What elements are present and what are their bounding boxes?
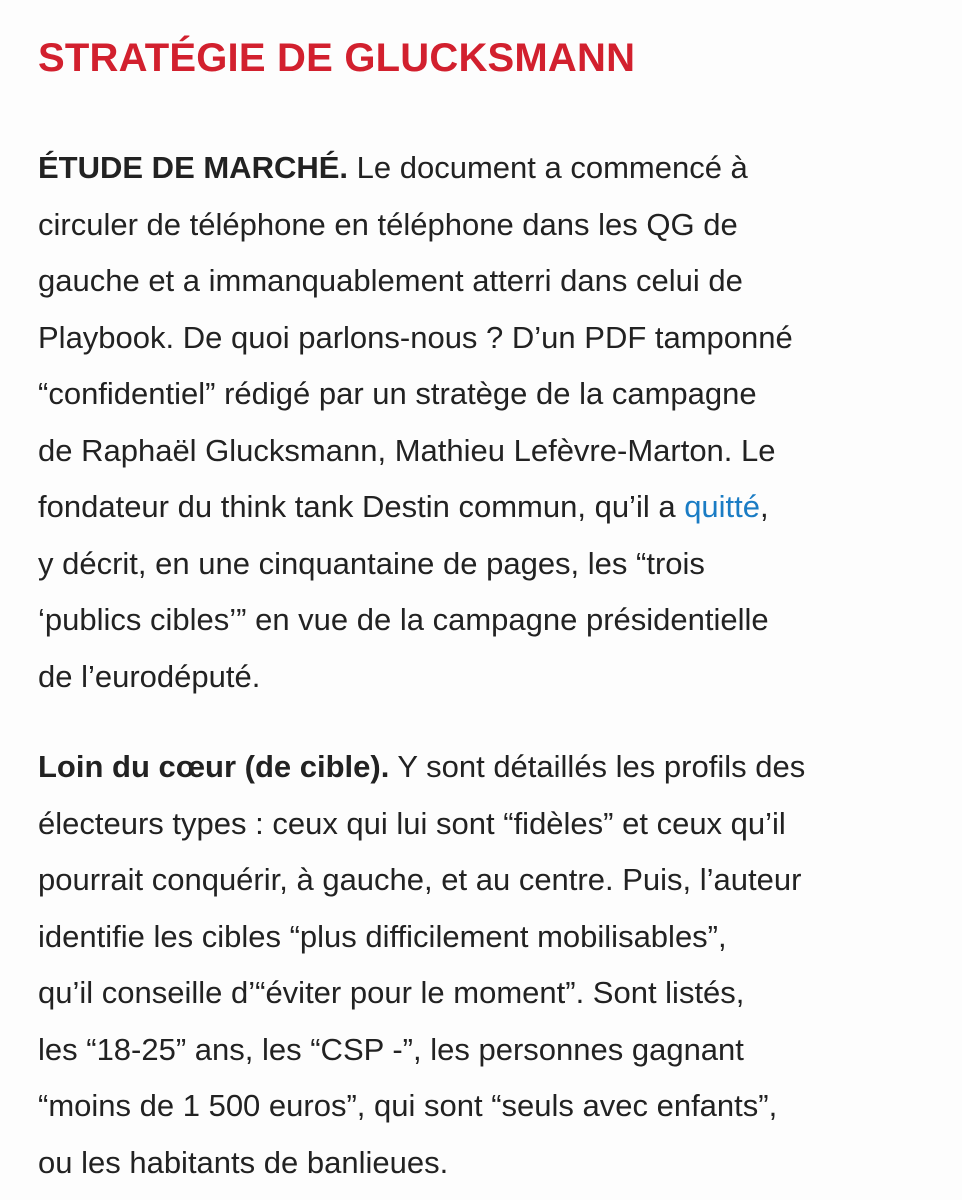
text-line: “moins de 1 500 euros”, qui sont “seuls avec enfants”, <box>38 1088 778 1123</box>
article <box>38 26 938 1191</box>
text-line: ‘publics cibles’” en vue de la campagne présidentielle <box>38 602 769 637</box>
text-line: “confidentiel” rédigé par un stratège de la campagne <box>38 376 757 411</box>
text-line: Playbook. De quoi parlons-nous ? D’un PDF tamponné <box>38 319 793 355</box>
text-line <box>38 739 938 796</box>
section-heading: STRATÉGIE DE GLUCKSMANN <box>38 36 636 80</box>
text-line: gauche et a immanquablement atterri dans celui de <box>38 263 743 298</box>
text-segment: fondateur du think tank Destin commun, qu’il a <box>38 489 685 524</box>
text-segment: , <box>760 489 769 524</box>
text-line <box>38 140 938 197</box>
text-line: identifie les cibles “plus difficilement mobilisables”, <box>38 918 727 954</box>
paragraph-lead: ÉTUDE DE MARCHÉ. <box>38 150 349 185</box>
text-line: pourrait conquérir, à gauche, et au centre. Puis, l’auteur <box>38 862 802 897</box>
paragraph-market-study <box>38 140 938 705</box>
paragraph-lead: Loin du cœur (de cible). <box>38 749 390 784</box>
text-line: circuler de téléphone en téléphone dans les QG de <box>38 206 738 242</box>
text-segment: Le document a commencé à <box>348 150 748 185</box>
text-segment: Y sont détaillés les profils des <box>389 749 806 784</box>
text-line: de Raphaël Glucksmann, Mathieu Lefèvre-Marton. Le <box>38 432 776 468</box>
text-line <box>38 479 938 536</box>
text-line: ou les habitants de banlieues. <box>38 1144 449 1180</box>
text-line: de l’eurodéputé. <box>38 658 261 694</box>
quitte-link[interactable]: quitté <box>684 489 761 524</box>
paragraph-target-audience <box>38 739 938 1191</box>
text-line: qu’il conseille d’“éviter pour le moment”. Sont listés, <box>38 975 745 1010</box>
text-line: électeurs types : ceux qui lui sont “fidèles” et ceux qu’il <box>38 805 786 841</box>
text-line: les “18-25” ans, les “CSP -”, les personnes gagnant <box>38 1031 744 1067</box>
text-line: y décrit, en une cinquantaine de pages, les “trois <box>38 545 705 581</box>
